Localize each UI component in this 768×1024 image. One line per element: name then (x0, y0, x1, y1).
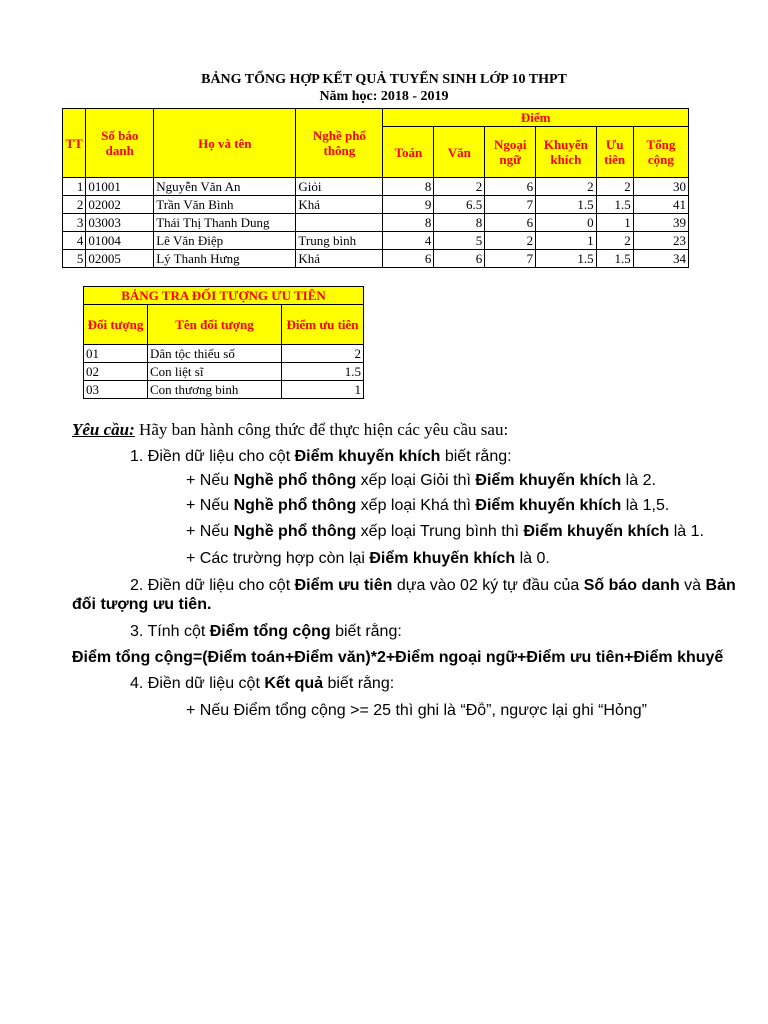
cell-sbd[interactable]: 02005 (86, 250, 154, 268)
cell-tongcong[interactable]: 39 (633, 214, 688, 232)
cell-name[interactable]: Thái Thị Thanh Dung (154, 214, 296, 232)
cell-code[interactable]: 02 (84, 363, 148, 381)
cell-sbd[interactable]: 02002 (86, 196, 154, 214)
cell-uutien[interactable]: 1.5 (596, 250, 633, 268)
requirement-1: 1. Điền dữ liệu cho cột Điểm khuyến khích biết rằng: (130, 448, 512, 465)
cell-van[interactable]: 8 (434, 214, 485, 232)
header-uutien: Ưu tiên (596, 127, 633, 178)
priority-table (83, 286, 364, 399)
cell-uutien[interactable]: 1.5 (596, 196, 633, 214)
header-tongcong: Tổng cộng (633, 127, 688, 178)
table-row (63, 196, 689, 214)
requirement-1c: + Nếu Nghề phổ thông xếp loại Trung bình thì Điểm khuyến khích là 1. (186, 523, 704, 540)
cell-ngoaingu[interactable]: 6 (485, 178, 536, 196)
cell-tongcong[interactable]: 41 (633, 196, 688, 214)
cell-uutien[interactable]: 2 (596, 232, 633, 250)
cell-ngoaingu[interactable]: 2 (485, 232, 536, 250)
cell-uutien[interactable]: 1 (596, 214, 633, 232)
cell-van[interactable]: 6 (434, 250, 485, 268)
cell-nghe[interactable]: Khá (296, 196, 383, 214)
page-subtitle: Năm học: 2018 - 2019 (319, 89, 449, 104)
priority-table-title: BẢNG TRA ĐỐI TƯỢNG ƯU TIÊN (84, 287, 364, 305)
cell-tt[interactable]: 1 (63, 178, 86, 196)
cell-ngoaingu[interactable]: 7 (485, 250, 536, 268)
cell-sbd[interactable]: 01001 (86, 178, 154, 196)
cell-tt[interactable]: 2 (63, 196, 86, 214)
cell-toan[interactable]: 6 (383, 250, 434, 268)
requirements-intro: Yêu cầu: Hãy ban hành công thức để thực hiện các yêu cầu sau: (72, 420, 509, 439)
header-diem-uutien: Điểm ưu tiên (282, 305, 364, 345)
cell-van[interactable]: 5 (434, 232, 485, 250)
results-table (62, 108, 689, 268)
cell-khuyenkhich[interactable]: 1.5 (536, 250, 596, 268)
header-sbd: Số báo danh (86, 109, 154, 178)
table-row (63, 178, 689, 196)
requirement-1a: + Nếu Nghề phổ thông xếp loại Giỏi thì Điểm khuyến khích là 2. (186, 472, 656, 489)
header-doituong: Đối tượng (84, 305, 148, 345)
cell-name[interactable]: Lý Thanh Hưng (154, 250, 296, 268)
cell-tt[interactable]: 5 (63, 250, 86, 268)
cell-uutien[interactable]: 2 (596, 178, 633, 196)
header-nghe: Nghề phổ thông (296, 109, 383, 178)
cell-code[interactable]: 01 (84, 345, 148, 363)
cell-nghe[interactable] (296, 214, 383, 232)
header-diem: Điểm (383, 109, 689, 127)
cell-name[interactable]: Con thương binh (148, 381, 282, 399)
cell-tongcong[interactable]: 30 (633, 178, 688, 196)
cell-nghe[interactable]: Khá (296, 250, 383, 268)
cell-score[interactable]: 2 (282, 345, 364, 363)
cell-sbd[interactable]: 03003 (86, 214, 154, 232)
header-khuyenkhich: Khuyến khích (536, 127, 596, 178)
cell-tongcong[interactable]: 34 (633, 250, 688, 268)
cell-tt[interactable]: 3 (63, 214, 86, 232)
cell-name[interactable]: Con liệt sĩ (148, 363, 282, 381)
table-row (84, 345, 364, 363)
table-row (84, 381, 364, 399)
cell-van[interactable]: 2 (434, 178, 485, 196)
table-row (63, 214, 689, 232)
cell-ngoaingu[interactable]: 7 (485, 196, 536, 214)
header-toan: Toán (383, 127, 434, 178)
requirement-2-continued: đối tượng ưu tiên. (72, 596, 212, 613)
cell-name[interactable]: Dân tộc thiểu số (148, 345, 282, 363)
cell-toan[interactable]: 9 (383, 196, 434, 214)
cell-khuyenkhich[interactable]: 1 (536, 232, 596, 250)
header-name: Họ và tên (154, 109, 296, 178)
cell-score[interactable]: 1 (282, 381, 364, 399)
cell-toan[interactable]: 8 (383, 178, 434, 196)
table-row (63, 250, 689, 268)
cell-van[interactable]: 6.5 (434, 196, 485, 214)
cell-name[interactable]: Lê Văn Điệp (154, 232, 296, 250)
requirement-1b: + Nếu Nghề phổ thông xếp loại Khá thì Điểm khuyến khích là 1,5. (186, 497, 670, 514)
table-row (84, 363, 364, 381)
cell-score[interactable]: 1.5 (282, 363, 364, 381)
requirement-3-formula: Điểm tổng cộng=(Điểm toán+Điểm văn)*2+Điểm ngoại ngữ+Điểm ưu tiên+Điểm khuyế (72, 649, 724, 666)
cell-toan[interactable]: 4 (383, 232, 434, 250)
cell-toan[interactable]: 8 (383, 214, 434, 232)
header-tt: TT (63, 109, 86, 178)
cell-khuyenkhich[interactable]: 0 (536, 214, 596, 232)
cell-ngoaingu[interactable]: 6 (485, 214, 536, 232)
cell-tongcong[interactable]: 23 (633, 232, 688, 250)
cell-code[interactable]: 03 (84, 381, 148, 399)
cell-nghe[interactable]: Giỏi (296, 178, 383, 196)
cell-khuyenkhich[interactable]: 2 (536, 178, 596, 196)
requirement-3: 3. Tính cột Điểm tổng cộng biết rằng: (130, 623, 402, 640)
cell-khuyenkhich[interactable]: 1.5 (536, 196, 596, 214)
header-van: Văn (434, 127, 485, 178)
cell-tt[interactable]: 4 (63, 232, 86, 250)
requirements-label: Yêu cầu: (72, 420, 135, 439)
page-title: BẢNG TỔNG HỢP KẾT QUẢ TUYỂN SINH LỚP 10 THPT (201, 72, 567, 87)
cell-name[interactable]: Trần Văn Bình (154, 196, 296, 214)
requirement-4a: + Nếu Điểm tổng cộng >= 25 thì ghi là “Đỗ”, ngược lại ghi “Hỏng” (186, 702, 647, 719)
table-row (63, 232, 689, 250)
requirement-2: 2. Điền dữ liệu cho cột Điểm ưu tiên dựa vào 02 ký tự đầu của Số báo danh và Bản (130, 577, 736, 594)
cell-sbd[interactable]: 01004 (86, 232, 154, 250)
cell-nghe[interactable]: Trung bình (296, 232, 383, 250)
requirement-4: 4. Điền dữ liệu cột Kết quả biết rằng: (130, 675, 395, 692)
requirement-1d: + Các trường hợp còn lại Điểm khuyến khích là 0. (186, 550, 550, 567)
cell-name[interactable]: Nguyễn Văn An (154, 178, 296, 196)
header-ten-doituong: Tên đối tượng (148, 305, 282, 345)
header-ngoaingu: Ngoại ngữ (485, 127, 536, 178)
